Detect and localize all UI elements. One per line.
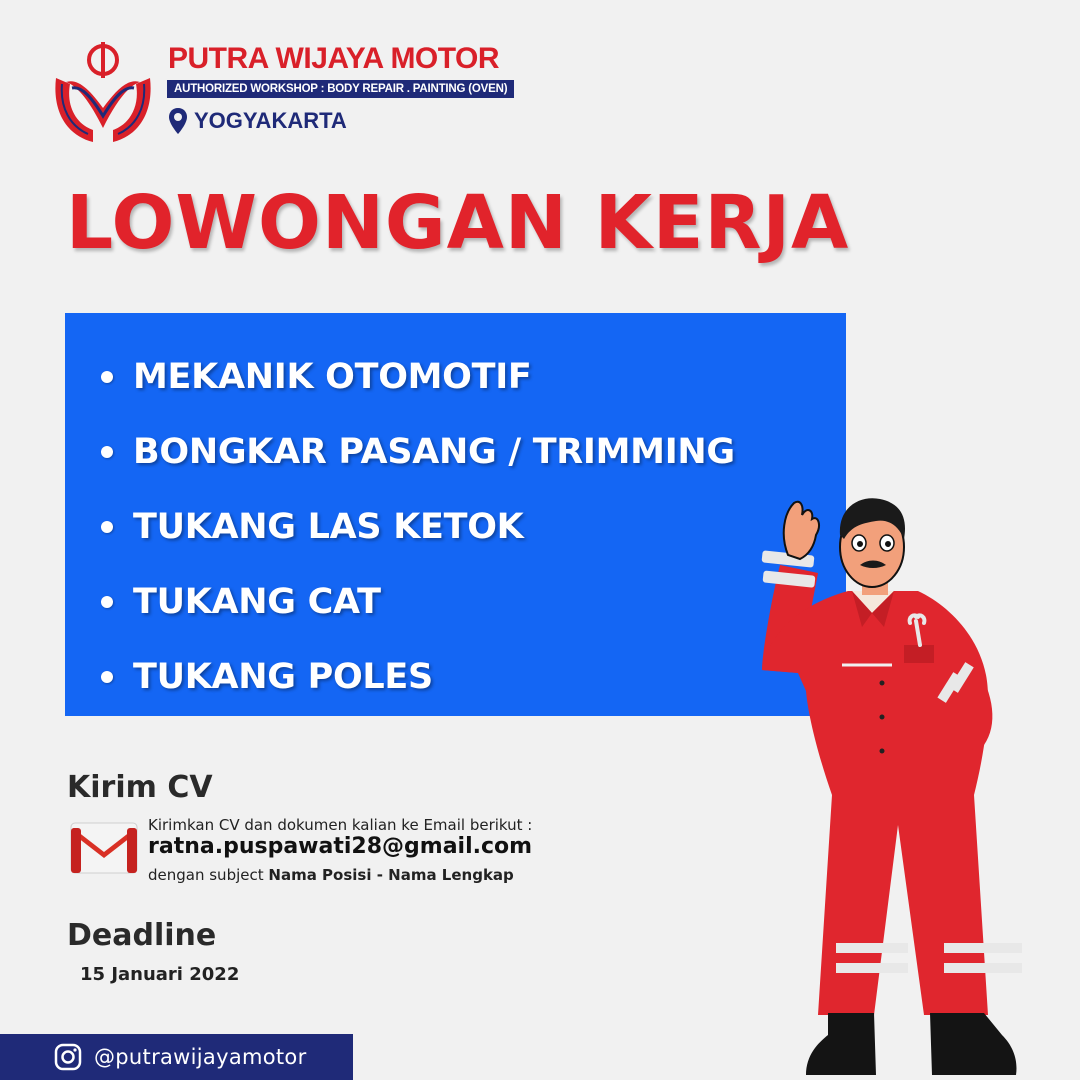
instagram-handle[interactable]: @putrawijayamotor xyxy=(94,1045,307,1069)
apply-instruction: Kirimkan CV dan dokumen kalian ke Email berikut : xyxy=(148,816,533,834)
list-item xyxy=(101,489,735,564)
page-title: LOWONGAN KERJA xyxy=(66,180,850,266)
job-title: TUKANG POLES xyxy=(133,656,433,697)
mechanic-illustration xyxy=(748,495,1048,1080)
location-label: YOGYAKARTA xyxy=(194,108,347,133)
subject-prefix: dengan subject xyxy=(148,866,269,884)
email-subject-line xyxy=(148,866,514,884)
job-title: MEKANIK OTOMOTIF xyxy=(133,356,532,397)
subject-format: Nama Posisi - Nama Lengkap xyxy=(268,866,514,884)
job-title: TUKANG LAS KETOK xyxy=(133,506,524,547)
bullet-icon xyxy=(101,371,113,383)
bullet-icon xyxy=(101,446,113,458)
list-item xyxy=(101,414,735,489)
deadline-date: 15 Januari 2022 xyxy=(80,964,240,985)
brand-logo-icon xyxy=(48,38,158,144)
social-bar xyxy=(0,1034,353,1080)
list-item xyxy=(101,564,735,639)
bullet-icon xyxy=(101,671,113,683)
instagram-icon[interactable] xyxy=(54,1043,82,1071)
brand-name: PUTRA WIJAYA MOTOR xyxy=(168,42,500,75)
gmail-icon xyxy=(70,822,138,874)
job-list xyxy=(101,339,735,714)
apply-heading: Kirim CV xyxy=(67,770,213,805)
job-list-panel xyxy=(65,313,846,716)
bullet-icon xyxy=(101,596,113,608)
deadline-heading: Deadline xyxy=(67,918,217,953)
email-address[interactable]: ratna.puspawati28@gmail.com xyxy=(148,834,533,859)
list-item xyxy=(101,639,735,714)
job-title: BONGKAR PASANG / TRIMMING xyxy=(133,431,735,472)
list-item xyxy=(101,339,735,414)
bullet-icon xyxy=(101,521,113,533)
job-title: TUKANG CAT xyxy=(133,581,381,622)
brand-tagline: AUTHORIZED WORKSHOP : BODY REPAIR . PAINTING (OVEN) xyxy=(167,80,514,98)
brand-location xyxy=(168,107,347,135)
location-pin-icon xyxy=(168,107,188,135)
